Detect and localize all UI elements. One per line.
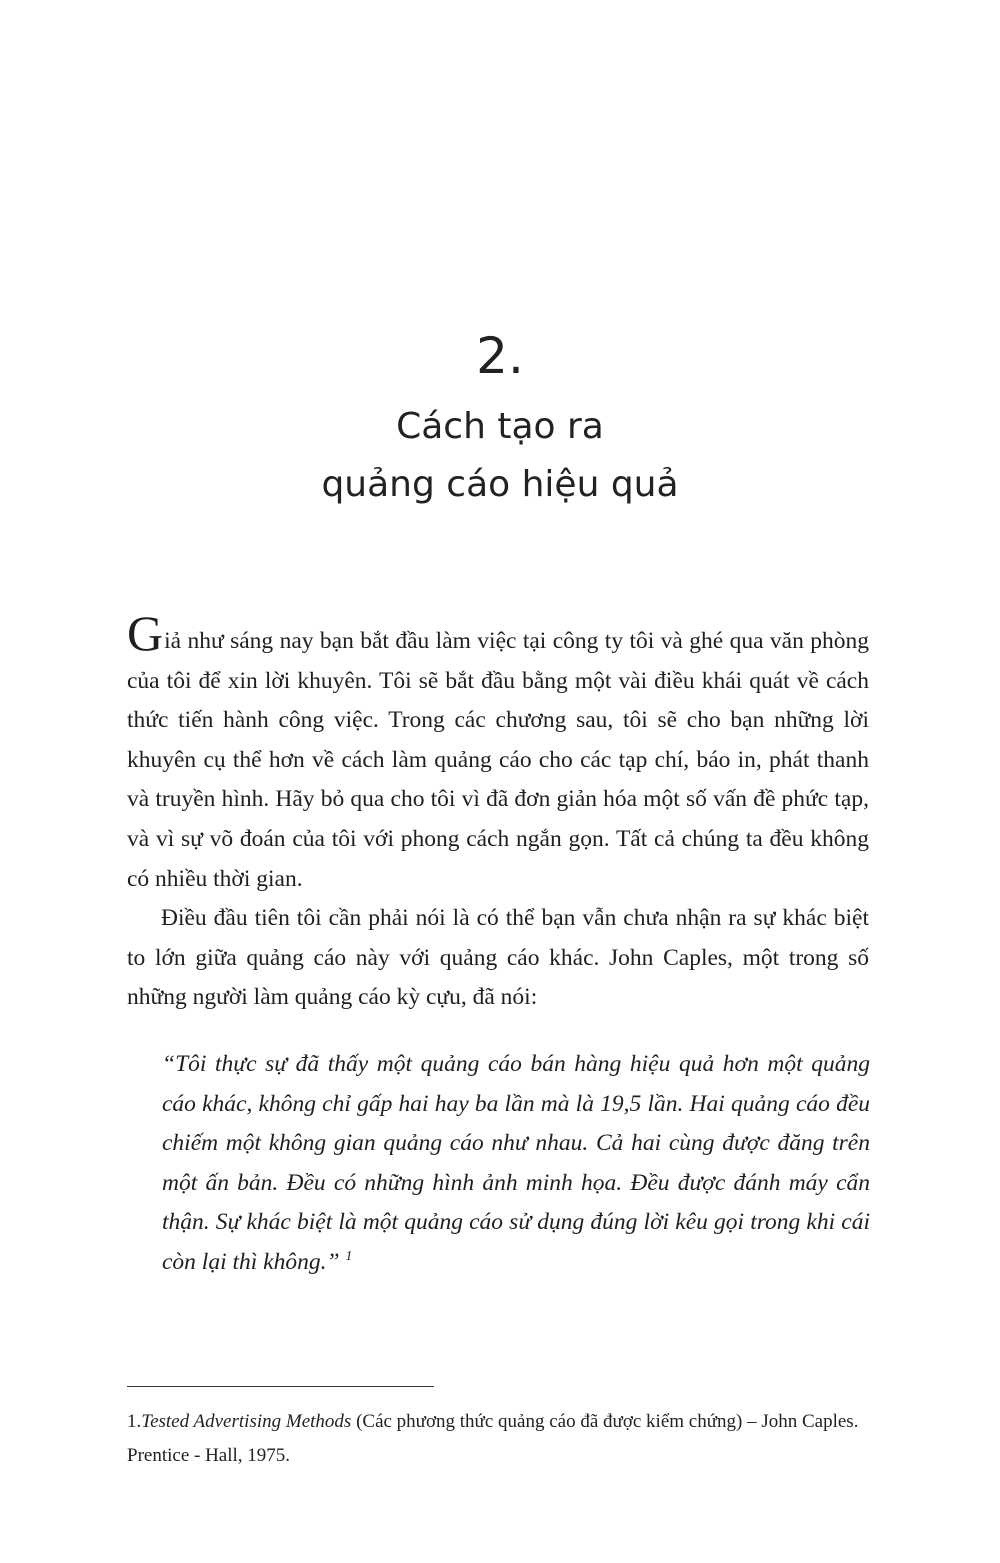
chapter-title <box>0 398 1000 514</box>
paragraph-1-text: iả như sáng nay bạn bắt đầu làm việc tại công ty tôi và ghé qua văn phòng của tôi để xin lời khuyên. Tôi sẽ bắt đầu bằng một vài điều khái quát về cách thức tiến hành công việc. Trong các chương sau, tôi sẽ cho bạn những lời khuyên cụ thể hơn về cách làm quảng cáo cho các tạp chí, báo in, phát thanh và truyền hình. Hãy bỏ qua cho tôi vì đã đơn giản hóa một số vấn đề phức tạp, và vì sự võ đoán của tôi với phong cách ngắn gọn. Tất cả chúng ta đều không có nhiều thời gian. <box>127 628 869 892</box>
footnote-divider <box>127 1386 434 1387</box>
block-quote <box>162 1045 870 1283</box>
chapter-number: 2. <box>476 327 524 385</box>
drop-cap: G <box>127 605 164 661</box>
footnote-marker: 1 <box>345 1249 353 1265</box>
paragraph-1 <box>127 605 869 899</box>
block-quote-text: “Tôi thực sự đã thấy một quảng cáo bán hàng hiệu quả hơn một quảng cáo khác, không chỉ gấp hai hay ba lần mà là 19,5 lần. Hai quảng cáo đều chiếm một không gian quảng cáo như nhau. Cả hai cùng được đăng trên một ấn bản. Đều có những hình ảnh minh họa. Đều được đánh máy cẩn thận. Sự khác biệt là một quảng cáo sử dụng đúng lời kêu gọi trong khi cái còn lại thì không.” <box>162 1051 870 1275</box>
footnote <box>127 1405 869 1473</box>
footnote-details: (Các phương thức quảng cáo đã được kiểm chứng) – John Caples. Prentice - Hall, 1975. <box>127 1411 859 1466</box>
chapter-title-line-1: Cách tạo ra <box>396 406 604 447</box>
footnote-number: 1. <box>127 1411 142 1432</box>
body-text <box>127 605 869 1018</box>
chapter-title-line-2: quảng cáo hiệu quả <box>321 464 679 505</box>
footnote-book-title: Tested Advertising Methods <box>141 1411 352 1432</box>
paragraph-2: Điều đầu tiên tôi cần phải nói là có thể bạn vẫn chưa nhận ra sự khác biệt to lớn giữa quảng cáo này với quảng cáo khác. John Caples, một trong số những người làm quảng cáo kỳ cựu, đã nói: <box>127 905 869 1011</box>
